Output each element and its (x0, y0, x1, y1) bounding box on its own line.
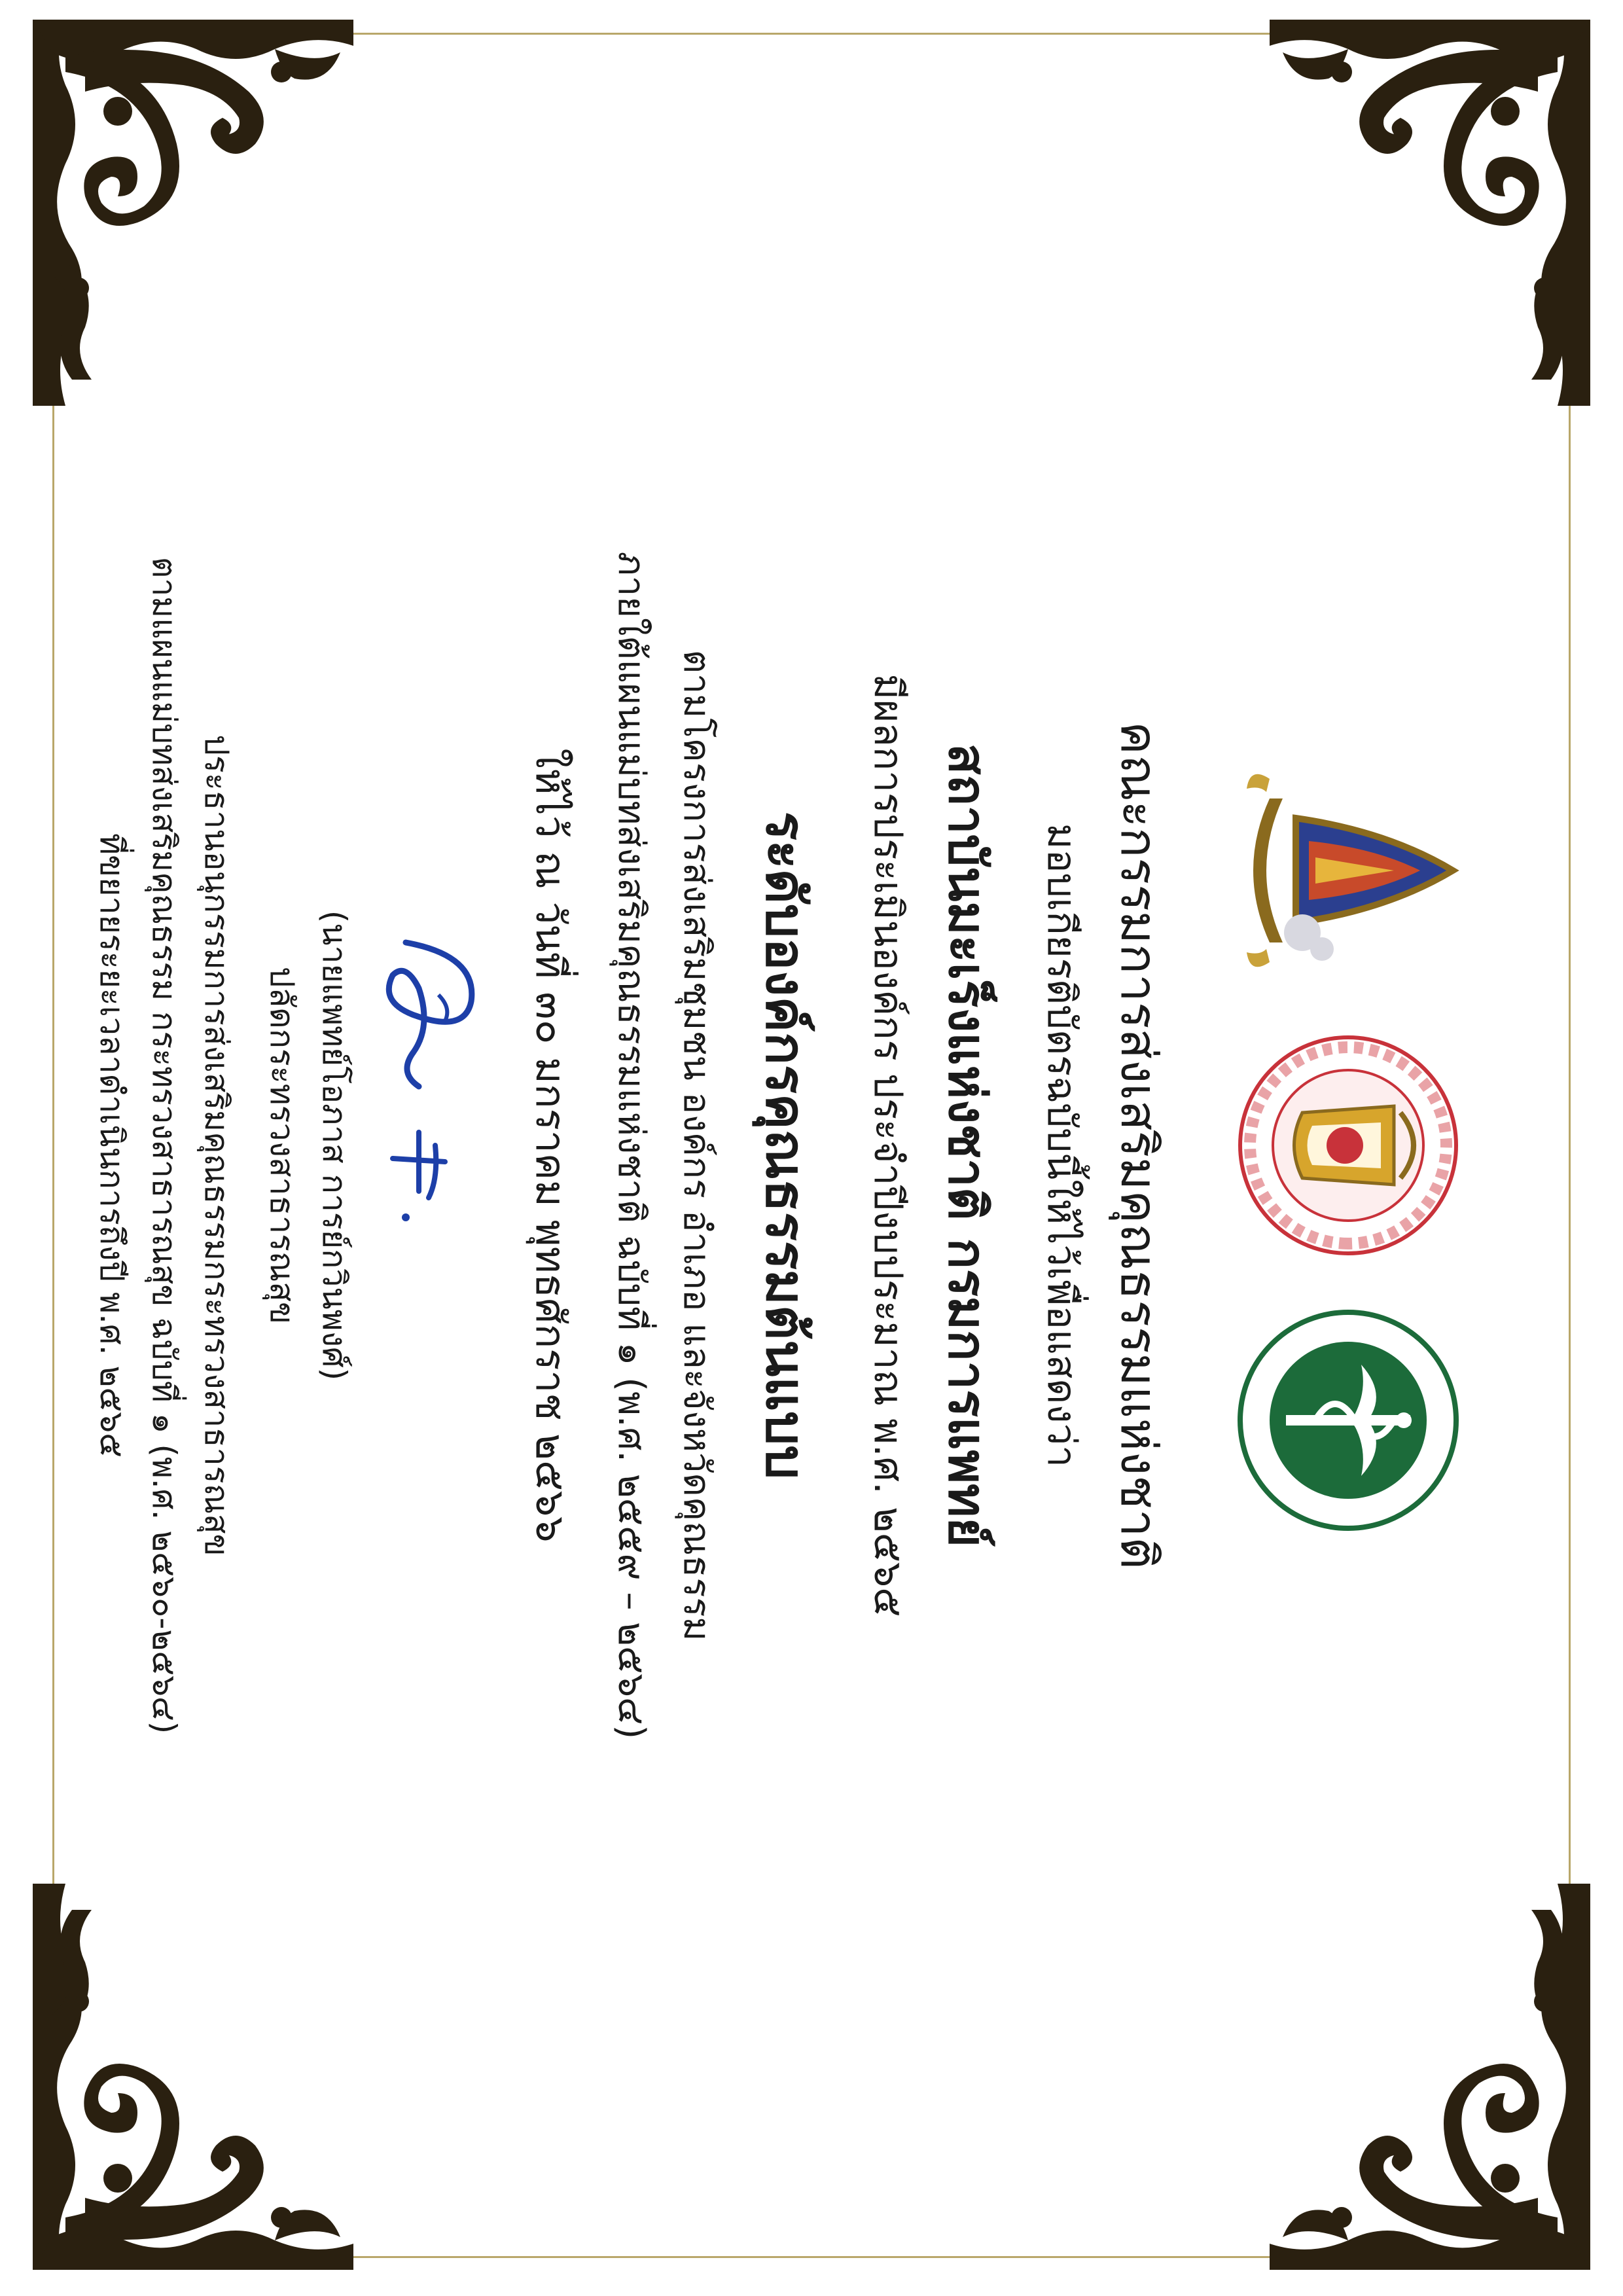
department-medical-services-seal (1230, 1028, 1466, 1263)
logo-row (1211, 164, 1486, 2127)
committee-title: คณะกรรมการส่งเสริมคุณธรรมแห่งชาติ (1110, 721, 1168, 1570)
recipient-name: สถาบันมะเร็งแห่งชาติ กรมการแพทย์ (937, 743, 996, 1547)
evaluation-result: มีผลการประเมินองค์กร ประจำปีงบประมาณ พ.ศ. ๒๕๖๕ (865, 673, 911, 1617)
award-intro: มอบเกียรติบัตรฉบับนี้ให้ไว้เพื่อแสดงว่า (1039, 823, 1084, 1467)
royal-crest-logo (1230, 753, 1466, 988)
signatory-position-1: ปลัดกระทรวงสาธารณสุข (263, 966, 301, 1325)
certificate-content (93, 164, 1623, 2127)
given-date: ให้ไว้ ณ วันที่ ๓๐ มกราคม พุทธศักราช ๒๕๖๖ (527, 748, 575, 1543)
ministry-public-health-seal (1230, 1302, 1466, 1538)
handwritten-signature (360, 916, 517, 1257)
project-line-2: ภายใต้แผนแม่บทส่งเสริมคุณธรรมแห่งชาติ ฉบับที่ ๑ (พ.ศ. ๒๕๕๙ – ๒๕๖๔) (610, 551, 652, 1740)
signatory-position-2: ประธานอนุกรรมการส่งเสริมคุณธรรมกระทรวงสาธารณสุข (198, 734, 236, 1556)
signatory-position-3: ตามแผนแม่บทส่งเสริมคุณธรรม กระทรวงสาธารณสุข ฉบับที่ ๑ (พ.ศ. ๒๕๖๐-๒๕๖๔) (145, 556, 183, 1734)
project-line-1: ตามโครงการส่งเสริมชุมชน องค์กร อำเภอ และจังหวัดคุณธรรม (675, 649, 718, 1641)
award-level: ระดับองค์กรคุณธรรมต้นแบบ (754, 811, 816, 1480)
signatory-name: (นายแพทย์โอภาส การย์กวินพงศ์) (315, 910, 353, 1381)
signatory-position-4: ที่ขยายระยะเวลาดำเนินการถึงปี พ.ศ. ๒๕๖๕ (93, 833, 131, 1458)
